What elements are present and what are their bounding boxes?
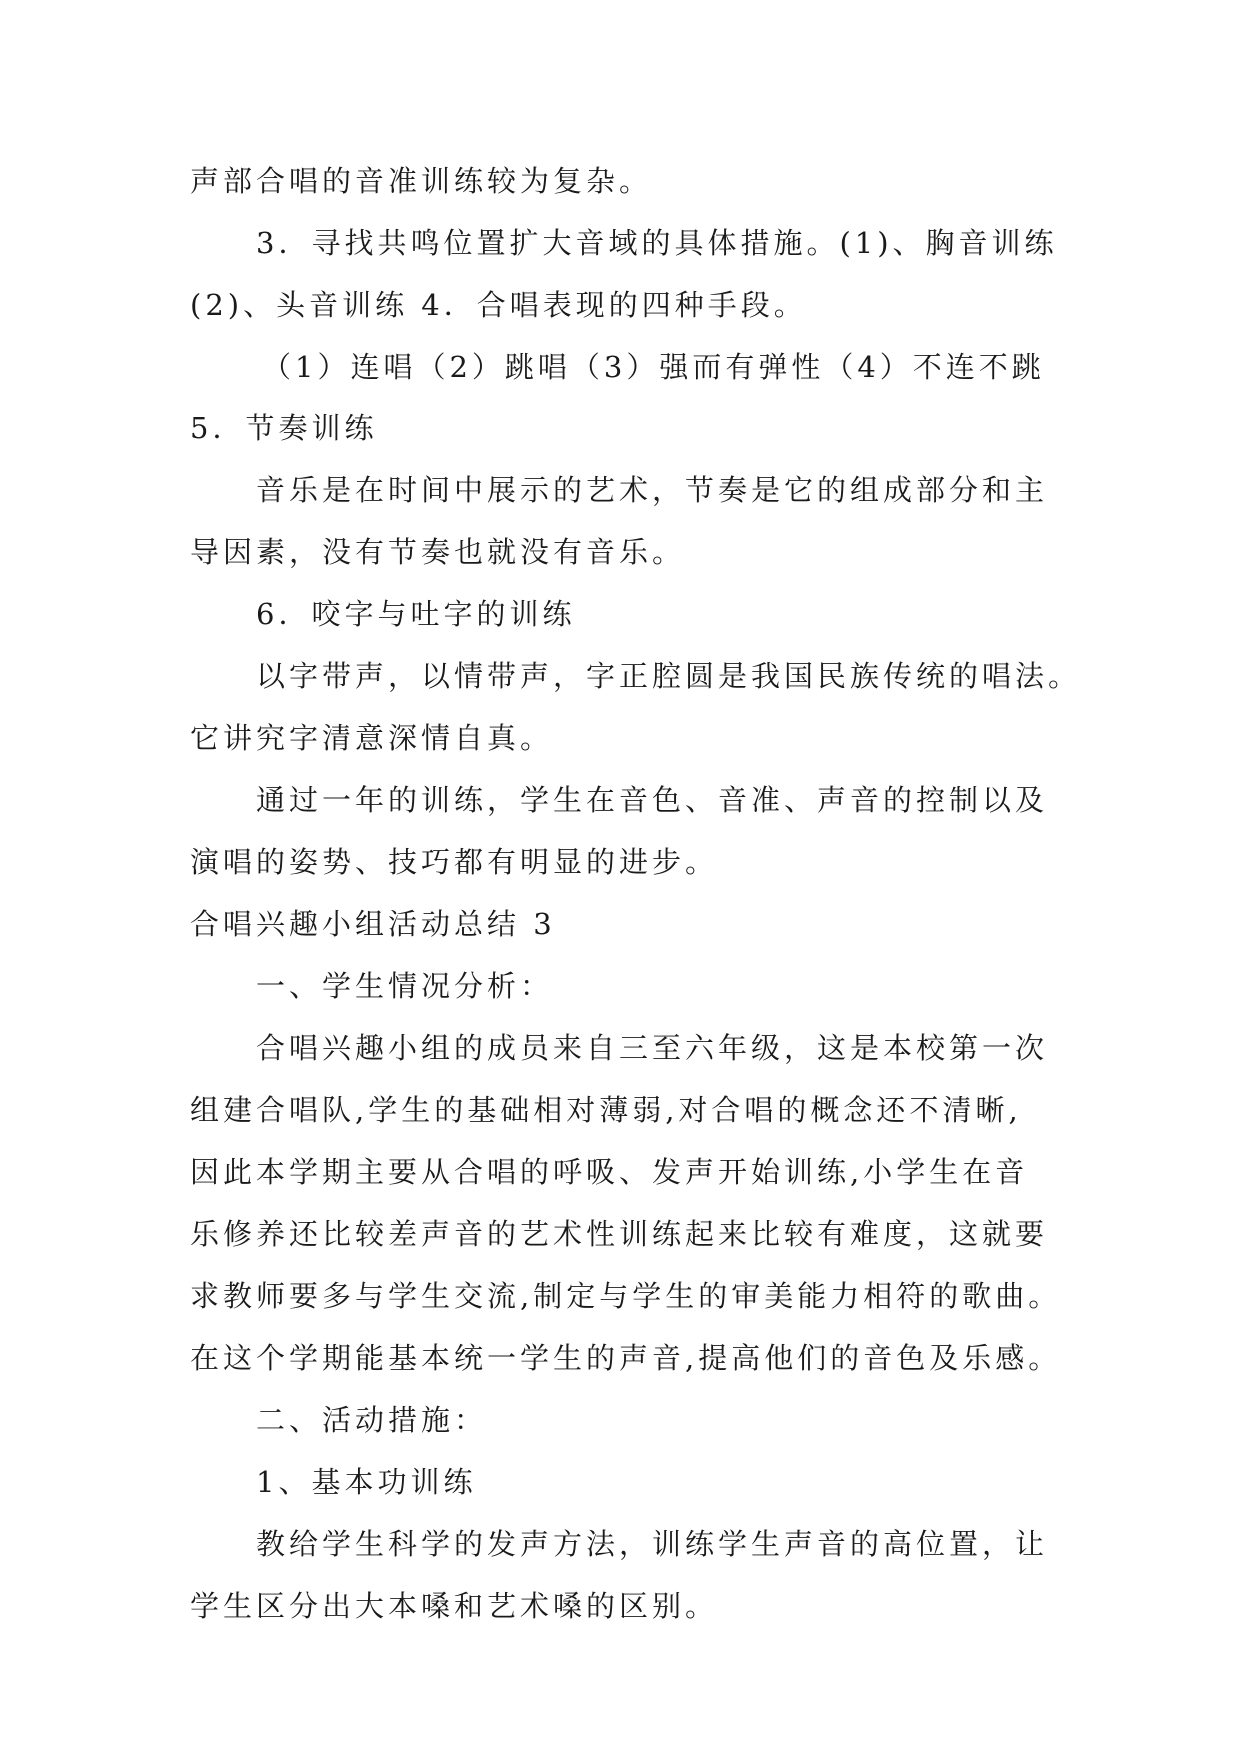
text-line: 因此本学期主要从合唱的呼吸、发声开始训练,小学生在音 <box>190 1155 1029 1189</box>
text-line: 合唱兴趣小组的成员来自三至六年级，这是本校第一次 <box>256 1031 1049 1065</box>
text-line: 演唱的姿势、技巧都有明显的进步。 <box>190 845 719 879</box>
text-line: 教给学生科学的发声方法，训练学生声音的高位置，让 <box>256 1527 1049 1561</box>
text-line: 在这个学期能基本统一学生的声音,提高他们的音色及乐感。 <box>190 1341 1062 1375</box>
section-heading: 5．节奏训练 <box>190 411 378 445</box>
text-line: 它讲究字清意深情自真。 <box>190 721 554 755</box>
text-line: 以字带声，以情带声，字正腔圆是我国民族传统的唱法。 <box>256 659 1082 693</box>
section-heading: 6．咬字与吐字的训练 <box>256 597 576 631</box>
text-line: 音乐是在时间中展示的艺术，节奏是它的组成部分和主 <box>256 473 1049 507</box>
text-line: 求教师要多与学生交流,制定与学生的审美能力相符的歌曲。 <box>190 1279 1062 1313</box>
text-line: (2)、头音训练 4．合唱表现的四种手段。 <box>190 288 807 322</box>
text-line: 通过一年的训练，学生在音色、音准、声音的控制以及 <box>256 783 1049 817</box>
text-line: 导因素，没有节奏也就没有音乐。 <box>190 535 686 569</box>
text-line: 声部合唱的音准训练较为复杂。 <box>190 164 653 198</box>
text-line: （1）连唱（2）跳唱（3）强而有弹性（4）不连不跳 <box>262 350 1045 384</box>
article-title: 合唱兴趣小组活动总结 3 <box>190 907 556 941</box>
text-line: 乐修养还比较差声音的艺术性训练起来比较有难度，这就要 <box>190 1217 1049 1251</box>
text-line: 学生区分出大本嗓和艺术嗓的区别。 <box>190 1589 719 1623</box>
section-heading: 二、活动措施： <box>256 1403 488 1437</box>
text-line: 3．寻找共鸣位置扩大音域的具体措施。(1)、胸音训练 <box>256 226 1058 260</box>
section-heading: 一、学生情况分析： <box>256 969 554 1003</box>
text-line: 组建合唱队,学生的基础相对薄弱,对合唱的概念还不清晰, <box>190 1093 1022 1127</box>
section-heading: 1、基本功训练 <box>256 1465 477 1499</box>
